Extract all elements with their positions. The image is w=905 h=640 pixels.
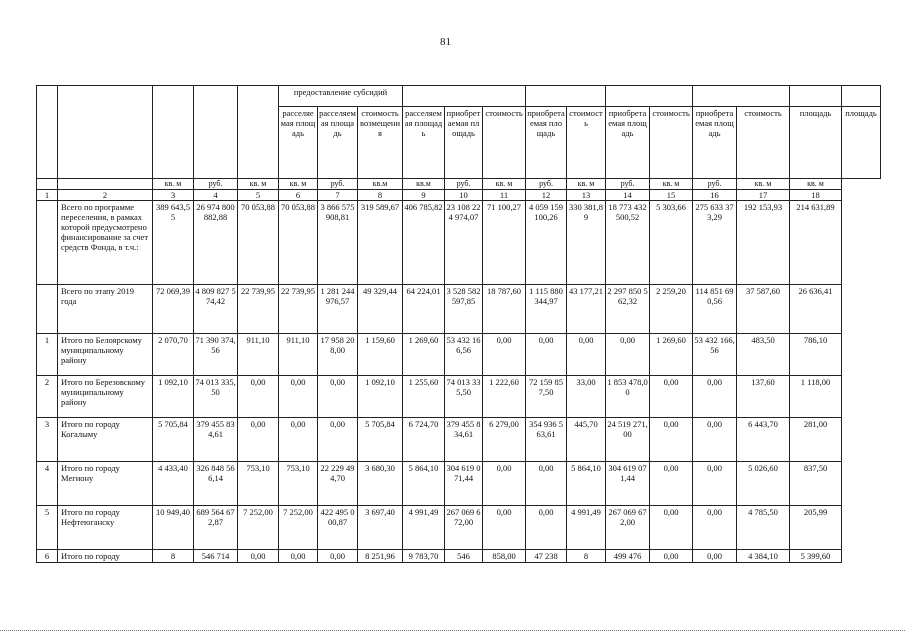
header-label: приобретаемая площадь bbox=[606, 107, 650, 179]
column-number-cell: 2 bbox=[58, 190, 153, 201]
table-row bbox=[37, 506, 881, 550]
value-cell: 137,60 bbox=[737, 376, 790, 418]
value-cell: 267 069 672,00 bbox=[606, 506, 650, 550]
value-cell: 114 851 690,56 bbox=[693, 285, 737, 334]
value-cell: 4 809 827 574,42 bbox=[194, 285, 238, 334]
value-cell: 26 974 800 882,88 bbox=[194, 201, 238, 285]
value-cell: 23 108 224 974,07 bbox=[445, 201, 483, 285]
unit-cell: кв. м bbox=[279, 179, 318, 190]
column-number-cell: 14 bbox=[606, 190, 650, 201]
header-label: стоимость bbox=[737, 107, 790, 179]
value-cell: 1 159,60 bbox=[358, 334, 403, 376]
value-cell: 0,00 bbox=[650, 418, 693, 462]
column-number-cell: 11 bbox=[483, 190, 526, 201]
value-cell: 1 269,60 bbox=[650, 334, 693, 376]
value-cell: 0,00 bbox=[693, 462, 737, 506]
header-cell bbox=[238, 86, 279, 179]
unit-cell: кв.м bbox=[403, 179, 445, 190]
unit-cell: руб. bbox=[526, 179, 567, 190]
value-cell: 5 399,60 bbox=[790, 550, 842, 563]
value-cell: 1 092,10 bbox=[153, 376, 194, 418]
header-cell bbox=[37, 86, 58, 179]
row-name-cell: Итого по Белоярскому муниципальному району bbox=[58, 334, 153, 376]
value-cell: 1 115 880 344,97 bbox=[526, 285, 567, 334]
unit-cell: кв.м bbox=[358, 179, 403, 190]
column-number-cell: 15 bbox=[650, 190, 693, 201]
row-name-cell: Всего по программе переселения, в рамках которой предусмотрено финансирование за счет средств Фонда, в т.ч.: bbox=[58, 201, 153, 285]
header-cell bbox=[526, 86, 606, 107]
header-label: расселяемая площадь bbox=[279, 107, 318, 179]
unit-cell: руб. bbox=[445, 179, 483, 190]
subsidy-header: предоставление субсидий bbox=[279, 86, 403, 107]
column-number-cell: 5 bbox=[238, 190, 279, 201]
value-cell: 4 785,50 bbox=[737, 506, 790, 550]
value-cell: 7 252,00 bbox=[279, 506, 318, 550]
value-cell: 4 991,49 bbox=[567, 506, 606, 550]
column-number-cell: 1 bbox=[37, 190, 58, 201]
header-label: площадь bbox=[790, 107, 842, 179]
value-cell: 0,00 bbox=[279, 550, 318, 563]
units-row bbox=[37, 179, 881, 190]
value-cell: 354 936 563,61 bbox=[526, 418, 567, 462]
value-cell: 5 864,10 bbox=[567, 462, 606, 506]
column-number-cell: 18 bbox=[790, 190, 842, 201]
value-cell: 689 564 672,87 bbox=[194, 506, 238, 550]
value-cell: 22 229 494,70 bbox=[318, 462, 358, 506]
value-cell: 71 390 374,56 bbox=[194, 334, 238, 376]
value-cell: 422 495 000,87 bbox=[318, 506, 358, 550]
value-cell: 0,00 bbox=[279, 376, 318, 418]
value-cell: 546 bbox=[445, 550, 483, 563]
page-number: 81 bbox=[440, 36, 451, 48]
header-label: приобретаемая площадь bbox=[445, 107, 483, 179]
value-cell: 1 092,10 bbox=[358, 376, 403, 418]
value-cell: 6 279,00 bbox=[483, 418, 526, 462]
value-cell: 326 848 566,14 bbox=[194, 462, 238, 506]
value-cell: 4 384,10 bbox=[737, 550, 790, 563]
value-cell: 911,10 bbox=[238, 334, 279, 376]
value-cell: 5 705,84 bbox=[358, 418, 403, 462]
header-label: приобретаемая площадь bbox=[693, 107, 737, 179]
value-cell: 192 153,93 bbox=[737, 201, 790, 285]
value-cell: 753,10 bbox=[279, 462, 318, 506]
row-name-cell: Итого по городу Мегиону bbox=[58, 462, 153, 506]
row-name-cell: Итого по городу Нефтеюганску bbox=[58, 506, 153, 550]
row-name-cell: Итого по Березовскому муниципальному району bbox=[58, 376, 153, 418]
unit-cell: руб. bbox=[194, 179, 238, 190]
value-cell: 26 636,41 bbox=[790, 285, 842, 334]
row-number-cell: 3 bbox=[37, 418, 58, 462]
value-cell: 0,00 bbox=[650, 506, 693, 550]
unit-cell: руб. bbox=[606, 179, 650, 190]
unit-cell: кв. м bbox=[483, 179, 526, 190]
value-cell: 10 949,40 bbox=[153, 506, 194, 550]
value-cell: 37 587,60 bbox=[737, 285, 790, 334]
value-cell: 0,00 bbox=[650, 550, 693, 563]
unit-cell bbox=[58, 179, 153, 190]
value-cell: 7 252,00 bbox=[238, 506, 279, 550]
column-number-cell: 10 bbox=[445, 190, 483, 201]
value-cell: 786,10 bbox=[790, 334, 842, 376]
value-cell: 24 519 271,00 bbox=[606, 418, 650, 462]
header-label: стоимость bbox=[567, 107, 606, 179]
value-cell: 281,00 bbox=[790, 418, 842, 462]
value-cell: 546 714 bbox=[194, 550, 238, 563]
unit-cell: кв. м bbox=[790, 179, 842, 190]
value-cell: 1 269,60 bbox=[403, 334, 445, 376]
value-cell: 406 785,82 bbox=[403, 201, 445, 285]
value-cell: 0,00 bbox=[693, 550, 737, 563]
value-cell: 9 783,70 bbox=[403, 550, 445, 563]
value-cell: 0,00 bbox=[526, 506, 567, 550]
column-number-row bbox=[37, 190, 881, 201]
value-cell: 0,00 bbox=[318, 418, 358, 462]
row-number-cell: 5 bbox=[37, 506, 58, 550]
row-name-cell: Всего по этапу 2019 года bbox=[58, 285, 153, 334]
value-cell: 22 739,95 bbox=[238, 285, 279, 334]
value-cell: 330 381,89 bbox=[567, 201, 606, 285]
value-cell: 319 589,67 bbox=[358, 201, 403, 285]
header-label: стоимость bbox=[650, 107, 693, 179]
value-cell: 0,00 bbox=[318, 550, 358, 563]
header-label: приобретаемая площадь bbox=[526, 107, 567, 179]
value-cell: 8 bbox=[567, 550, 606, 563]
value-cell: 72 069,39 bbox=[153, 285, 194, 334]
header-cell bbox=[693, 86, 790, 107]
value-cell: 753,10 bbox=[238, 462, 279, 506]
value-cell: 304 619 071,44 bbox=[606, 462, 650, 506]
value-cell: 8 251,96 bbox=[358, 550, 403, 563]
value-cell: 3 528 582 597,85 bbox=[445, 285, 483, 334]
row-name-cell: Итого по городу Когалыму bbox=[58, 418, 153, 462]
row-number-cell bbox=[37, 285, 58, 334]
column-number-cell: 4 bbox=[194, 190, 238, 201]
value-cell: 2 297 850 562,32 bbox=[606, 285, 650, 334]
value-cell: 3 680,30 bbox=[358, 462, 403, 506]
header-row-top bbox=[37, 86, 881, 107]
value-cell: 64 224,01 bbox=[403, 285, 445, 334]
value-cell: 5 026,60 bbox=[737, 462, 790, 506]
value-cell: 53 432 166,56 bbox=[693, 334, 737, 376]
column-number-cell: 6 bbox=[279, 190, 318, 201]
value-cell: 5 303,66 bbox=[650, 201, 693, 285]
row-number-cell: 1 bbox=[37, 334, 58, 376]
value-cell: 0,00 bbox=[606, 334, 650, 376]
value-cell: 4 991,49 bbox=[403, 506, 445, 550]
value-cell: 43 177,21 bbox=[567, 285, 606, 334]
program-table bbox=[36, 85, 881, 563]
value-cell: 0,00 bbox=[238, 376, 279, 418]
unit-cell: кв. м bbox=[650, 179, 693, 190]
value-cell: 1 222,60 bbox=[483, 376, 526, 418]
value-cell: 0,00 bbox=[693, 376, 737, 418]
value-cell: 0,00 bbox=[526, 462, 567, 506]
value-cell: 0,00 bbox=[483, 334, 526, 376]
table-row bbox=[37, 285, 881, 334]
column-number-cell: 17 bbox=[737, 190, 790, 201]
value-cell: 0,00 bbox=[238, 418, 279, 462]
header-cell bbox=[58, 86, 153, 179]
table-row bbox=[37, 334, 881, 376]
value-cell: 53 432 166,56 bbox=[445, 334, 483, 376]
row-name-cell: Итого по городу bbox=[58, 550, 153, 563]
value-cell: 2 259,20 bbox=[650, 285, 693, 334]
value-cell: 0,00 bbox=[693, 506, 737, 550]
value-cell: 389 643,55 bbox=[153, 201, 194, 285]
value-cell: 3 697,40 bbox=[358, 506, 403, 550]
column-number-cell: 9 bbox=[403, 190, 445, 201]
value-cell: 0,00 bbox=[483, 506, 526, 550]
value-cell: 70 053,88 bbox=[238, 201, 279, 285]
value-cell: 1 118,00 bbox=[790, 376, 842, 418]
value-cell: 837,50 bbox=[790, 462, 842, 506]
value-cell: 18 787,60 bbox=[483, 285, 526, 334]
header-label: площадь bbox=[842, 107, 881, 179]
value-cell: 275 633 373,29 bbox=[693, 201, 737, 285]
value-cell: 267 069 672,00 bbox=[445, 506, 483, 550]
value-cell: 33,00 bbox=[567, 376, 606, 418]
value-cell: 858,00 bbox=[483, 550, 526, 563]
header-cell bbox=[194, 86, 238, 179]
row-number-cell: 4 bbox=[37, 462, 58, 506]
value-cell: 5 864,10 bbox=[403, 462, 445, 506]
column-number-cell: 7 bbox=[318, 190, 358, 201]
unit-cell: кв. м bbox=[737, 179, 790, 190]
value-cell: 70 053,88 bbox=[279, 201, 318, 285]
value-cell: 1 853 478,00 bbox=[606, 376, 650, 418]
value-cell: 17 958 208,00 bbox=[318, 334, 358, 376]
value-cell: 71 100,27 bbox=[483, 201, 526, 285]
value-cell: 0,00 bbox=[279, 418, 318, 462]
value-cell: 499 476 bbox=[606, 550, 650, 563]
column-number-cell: 8 bbox=[358, 190, 403, 201]
table-row bbox=[37, 418, 881, 462]
value-cell: 6 443,70 bbox=[737, 418, 790, 462]
value-cell: 4 059 159 100,26 bbox=[526, 201, 567, 285]
value-cell: 1 255,60 bbox=[403, 376, 445, 418]
value-cell: 0,00 bbox=[693, 418, 737, 462]
unit-cell: кв. м bbox=[153, 179, 194, 190]
value-cell: 379 455 834,61 bbox=[194, 418, 238, 462]
value-cell: 3 866 575 908,81 bbox=[318, 201, 358, 285]
column-number-cell: 12 bbox=[526, 190, 567, 201]
value-cell: 6 724,70 bbox=[403, 418, 445, 462]
value-cell: 911,10 bbox=[279, 334, 318, 376]
value-cell: 18 773 432 500,52 bbox=[606, 201, 650, 285]
value-cell: 8 bbox=[153, 550, 194, 563]
scan-edge-line bbox=[0, 630, 905, 632]
header-cell bbox=[842, 86, 881, 107]
header-cell bbox=[606, 86, 693, 107]
table-row bbox=[37, 550, 881, 563]
unit-cell: кв. м bbox=[238, 179, 279, 190]
header-label: расселяемая площадь bbox=[318, 107, 358, 179]
value-cell: 0,00 bbox=[650, 462, 693, 506]
value-cell: 4 433,40 bbox=[153, 462, 194, 506]
value-cell: 0,00 bbox=[567, 334, 606, 376]
value-cell: 0,00 bbox=[526, 334, 567, 376]
value-cell: 72 159 857,50 bbox=[526, 376, 567, 418]
header-label: стоимость bbox=[483, 107, 526, 179]
value-cell: 483,50 bbox=[737, 334, 790, 376]
value-cell: 49 329,44 bbox=[358, 285, 403, 334]
unit-cell: кв. м bbox=[567, 179, 606, 190]
value-cell: 445,70 bbox=[567, 418, 606, 462]
value-cell: 0,00 bbox=[318, 376, 358, 418]
header-cell bbox=[153, 86, 194, 179]
value-cell: 74 013 335,50 bbox=[445, 376, 483, 418]
header-label: расселяемая площадь bbox=[403, 107, 445, 179]
value-cell: 47 238 bbox=[526, 550, 567, 563]
header-cell bbox=[403, 86, 526, 107]
column-number-cell: 13 bbox=[567, 190, 606, 201]
row-number-cell: 2 bbox=[37, 376, 58, 418]
table-row bbox=[37, 462, 881, 506]
value-cell: 74 013 335,50 bbox=[194, 376, 238, 418]
header-cell bbox=[790, 86, 842, 107]
row-number-cell bbox=[37, 201, 58, 285]
value-cell: 0,00 bbox=[483, 462, 526, 506]
header-label: стоимость возмещения bbox=[358, 107, 403, 179]
value-cell: 0,00 bbox=[238, 550, 279, 563]
value-cell: 304 619 071,44 bbox=[445, 462, 483, 506]
unit-cell bbox=[37, 179, 58, 190]
table-row bbox=[37, 376, 881, 418]
value-cell: 205,99 bbox=[790, 506, 842, 550]
value-cell: 22 739,95 bbox=[279, 285, 318, 334]
value-cell: 1 281 244 976,57 bbox=[318, 285, 358, 334]
value-cell: 5 705,84 bbox=[153, 418, 194, 462]
column-number-cell: 16 bbox=[693, 190, 737, 201]
value-cell: 0,00 bbox=[650, 376, 693, 418]
value-cell: 2 070,70 bbox=[153, 334, 194, 376]
unit-cell: руб. bbox=[693, 179, 737, 190]
value-cell: 379 455 834,61 bbox=[445, 418, 483, 462]
table-row bbox=[37, 201, 881, 285]
unit-cell: руб. bbox=[318, 179, 358, 190]
column-number-cell: 3 bbox=[153, 190, 194, 201]
value-cell: 214 631,89 bbox=[790, 201, 842, 285]
row-number-cell: 6 bbox=[37, 550, 58, 563]
